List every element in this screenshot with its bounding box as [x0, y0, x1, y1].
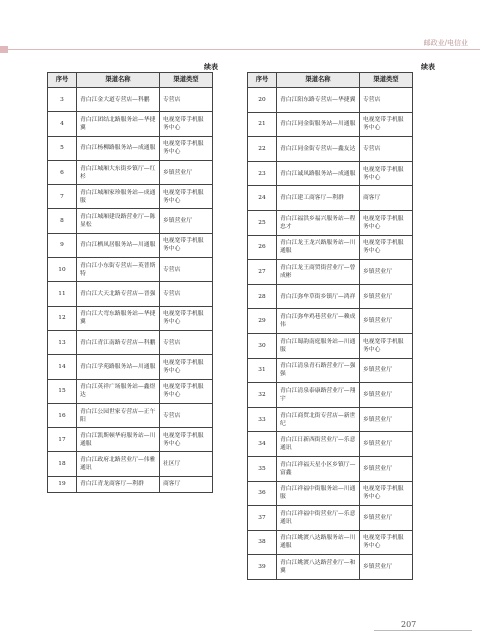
cell-channel-name: 青白江姚渡八达路营业厅—和翼	[277, 555, 360, 580]
col-header-name: 渠道名称	[77, 73, 160, 88]
table-row	[248, 432, 413, 457]
cell-channel-name: 青白江城厢大东街乡镇厅—红杉	[77, 160, 160, 184]
table-header-row	[248, 73, 413, 88]
cell-channel-name: 青白江福洪乡福兴服务站—程忠才	[277, 210, 360, 235]
cell-no: 8	[48, 209, 77, 233]
cell-channel-name: 青白江英祥广场服务站—鑫煜达	[77, 379, 160, 403]
cell-no: 4	[48, 112, 77, 136]
table-row	[248, 309, 413, 334]
cell-no: 10	[48, 258, 77, 282]
cell-channel-type: 电视宽带手机服务中心	[360, 161, 413, 186]
cell-channel-type: 专营店	[160, 258, 213, 282]
cell-channel-type: 乡镇营业厅	[360, 407, 413, 432]
cell-channel-type: 乡镇营业厅	[160, 160, 213, 184]
channel-table-right	[247, 72, 413, 580]
table-row	[48, 355, 213, 379]
cell-no: 26	[248, 235, 277, 260]
cell-no: 32	[248, 383, 277, 408]
header-rule	[0, 49, 480, 50]
cell-channel-type: 乡镇营业厅	[360, 358, 413, 383]
table-row	[248, 481, 413, 506]
table-header-row	[48, 73, 213, 88]
cell-channel-type: 专营店	[160, 88, 213, 112]
table-row	[248, 112, 413, 137]
table-row	[248, 210, 413, 235]
cell-channel-type: 电视宽带手机服务中心	[360, 333, 413, 358]
table-row	[48, 428, 213, 452]
cell-channel-type: 社区厅	[160, 452, 213, 476]
cell-channel-type: 专营店	[160, 403, 213, 427]
cell-channel-name: 青白江弥牟鸡巷营业厅—赖成伟	[277, 309, 360, 334]
table-row	[48, 185, 213, 209]
continued-label-right: 续表	[421, 62, 435, 71]
table-row	[248, 383, 413, 408]
cell-channel-name: 青白江龙王商贸街营业厅—曾成彬	[277, 260, 360, 285]
cell-channel-type: 乡镇营业厅	[360, 432, 413, 457]
table-row	[48, 330, 213, 354]
cell-channel-name: 青白江青龙商客厅—利群	[77, 476, 160, 492]
cell-channel-type: 乡镇营业厅	[360, 383, 413, 408]
cell-channel-type: 电视宽带手机服务中心	[360, 235, 413, 260]
cell-channel-type: 电视宽带手机服务中心	[360, 530, 413, 555]
cell-channel-type: 电视宽带手机服务中心	[160, 379, 213, 403]
cell-no: 35	[248, 456, 277, 481]
table-row	[248, 530, 413, 555]
cell-channel-name: 青白江城厢建设路营业厅—陈显松	[77, 209, 160, 233]
cell-channel-name: 青白江清泉泰康路营业厅—翔宇	[277, 383, 360, 408]
cell-no: 3	[48, 88, 77, 112]
cell-no: 9	[48, 233, 77, 257]
col-header-no: 序号	[248, 73, 277, 88]
cell-channel-name: 青白江祥福中街服务站—川通服	[277, 481, 360, 506]
cell-no: 29	[248, 309, 277, 334]
cell-no: 28	[248, 284, 277, 309]
table-row	[48, 476, 213, 492]
cell-channel-type: 电视宽带手机服务中心	[360, 210, 413, 235]
channel-table-left	[47, 72, 213, 493]
cell-no: 38	[248, 530, 277, 555]
table-row	[48, 403, 213, 427]
cell-no: 13	[48, 330, 77, 354]
cell-channel-name: 青白江同金街服务站—川通服	[277, 112, 360, 137]
cell-channel-type: 电视宽带手机服务中心	[160, 136, 213, 160]
table-row	[48, 88, 213, 112]
cell-channel-type: 乡镇营业厅	[360, 284, 413, 309]
cell-channel-type: 电视宽带手机服务中心	[160, 233, 213, 257]
col-header-type: 渠道类型	[160, 73, 213, 88]
cell-channel-name: 青白江诚凤路服务站—成通服	[277, 161, 360, 186]
col-header-type: 渠道类型	[360, 73, 413, 88]
cell-channel-name: 青白江商贸北街专营店—新世纪	[277, 407, 360, 432]
cell-channel-type: 电视宽带手机服务中心	[360, 112, 413, 137]
cell-channel-type: 专营店	[160, 282, 213, 306]
cell-no: 30	[248, 333, 277, 358]
cell-channel-name: 青白江祥福天星小区乡镇厅—富鑫	[277, 456, 360, 481]
cell-channel-type: 电视宽带手机服务中心	[160, 112, 213, 136]
cell-no: 20	[248, 88, 277, 113]
cell-channel-name: 青白江凯斯顿华府服务站—川通服	[77, 428, 160, 452]
col-header-name: 渠道名称	[277, 73, 360, 88]
table-row	[48, 306, 213, 330]
table-row	[48, 112, 213, 136]
cell-channel-name: 青白江青江南路专营店—科鹏	[77, 330, 160, 354]
cell-no: 23	[248, 161, 277, 186]
cell-channel-type: 乡镇营业厅	[360, 309, 413, 334]
cell-channel-name: 青白江城厢家珍服务站—成通服	[77, 185, 160, 209]
cell-no: 7	[48, 185, 77, 209]
table-row	[248, 456, 413, 481]
cell-no: 17	[48, 428, 77, 452]
table-row	[248, 260, 413, 285]
cell-channel-name: 青白江祥福中街营业厅—乐意通讯	[277, 506, 360, 531]
cell-channel-name: 青白江清泉青石路营业厅—强强	[277, 358, 360, 383]
cell-no: 22	[248, 137, 277, 162]
cell-no: 5	[48, 136, 77, 160]
table-row	[48, 233, 213, 257]
table-row	[48, 160, 213, 184]
cell-channel-name: 青白江小东街专营店—英普斯特	[77, 258, 160, 282]
cell-channel-type: 乡镇营业厅	[360, 260, 413, 285]
footer-rule	[374, 630, 472, 631]
cell-channel-name: 青白江团结北路服务站—华捷翼	[77, 112, 160, 136]
cell-channel-type: 电视宽带手机服务中心	[160, 428, 213, 452]
col-header-no: 序号	[48, 73, 77, 88]
cell-no: 16	[48, 403, 77, 427]
cell-channel-name: 青白江公园世家专营店—正午阳	[77, 403, 160, 427]
table-row	[248, 186, 413, 211]
cell-channel-name: 青白江阳东路专营店—华捷翼	[277, 88, 360, 113]
cell-no: 11	[48, 282, 77, 306]
table-row	[248, 88, 413, 113]
table-row	[248, 555, 413, 580]
cell-no: 12	[48, 306, 77, 330]
cell-channel-type: 电视宽带手机服务中心	[160, 185, 213, 209]
table-row	[248, 506, 413, 531]
cell-no: 39	[248, 555, 277, 580]
cell-channel-name: 青白江弥牟草街乡镇厅—鸿祥	[277, 284, 360, 309]
cell-channel-type: 商客厅	[160, 476, 213, 492]
cell-channel-type: 专营店	[360, 137, 413, 162]
cell-channel-name: 青白江龙王龙兴路服务站—川通服	[277, 235, 360, 260]
cell-channel-name: 青白江大天北路专营店—晋强	[77, 282, 160, 306]
continued-label-left: 续表	[204, 62, 218, 71]
cell-channel-type: 商客厅	[360, 186, 413, 211]
table-row	[248, 235, 413, 260]
cell-channel-name: 青白江杨柳路服务站—成通服	[77, 136, 160, 160]
table-row	[48, 282, 213, 306]
table-row	[248, 284, 413, 309]
cell-channel-name: 青白江政府北路营业厅—伟雅通讯	[77, 452, 160, 476]
cell-channel-name: 青白江姚渡八达路服务站—川通服	[277, 530, 360, 555]
cell-no: 27	[248, 260, 277, 285]
table-row	[48, 258, 213, 282]
cell-no: 25	[248, 210, 277, 235]
cell-channel-type: 乡镇营业厅	[360, 456, 413, 481]
table-row	[248, 358, 413, 383]
cell-no: 15	[48, 379, 77, 403]
cell-channel-name: 青白江金大道专营店—科鹏	[77, 88, 160, 112]
cell-channel-type: 乡镇营业厅	[360, 506, 413, 531]
cell-channel-name: 青白江同金街专营店—鑫友达	[277, 137, 360, 162]
cell-channel-name: 青白江大弯东路服务站—华捷翼	[77, 306, 160, 330]
table-row	[248, 137, 413, 162]
cell-channel-name: 青白江蜀韵南庭服务站—川通服	[277, 333, 360, 358]
cell-no: 6	[48, 160, 77, 184]
table-row	[48, 452, 213, 476]
cell-no: 21	[248, 112, 277, 137]
cell-no: 37	[248, 506, 277, 531]
cell-channel-type: 专营店	[160, 330, 213, 354]
cell-no: 34	[248, 432, 277, 457]
cell-channel-type: 电视宽带手机服务中心	[160, 306, 213, 330]
cell-channel-type: 电视宽带手机服务中心	[360, 481, 413, 506]
table-row	[48, 379, 213, 403]
cell-channel-type: 电视宽带手机服务中心	[160, 355, 213, 379]
cell-channel-name: 青白江学苑路服务站—川通服	[77, 355, 160, 379]
table-row	[248, 161, 413, 186]
running-header: 邮政业/电信业	[423, 39, 468, 47]
cell-no: 24	[248, 186, 277, 211]
cell-no: 36	[248, 481, 277, 506]
table-row	[48, 136, 213, 160]
cell-no: 19	[48, 476, 77, 492]
table-row	[248, 333, 413, 358]
cell-channel-name: 青白江栖凤居服务站—川通服	[77, 233, 160, 257]
cell-channel-name: 青白江日新西街营业厅—乐意通讯	[277, 432, 360, 457]
table-row	[48, 209, 213, 233]
cell-no: 18	[48, 452, 77, 476]
page-number: 207	[401, 620, 417, 629]
table-row	[248, 407, 413, 432]
cell-no: 33	[248, 407, 277, 432]
cell-channel-type: 专营店	[360, 88, 413, 113]
cell-no: 14	[48, 355, 77, 379]
cell-channel-type: 乡镇营业厅	[360, 555, 413, 580]
cell-channel-name: 青白江建工商客厅—利群	[277, 186, 360, 211]
cell-no: 31	[248, 358, 277, 383]
cell-channel-type: 乡镇营业厅	[160, 209, 213, 233]
